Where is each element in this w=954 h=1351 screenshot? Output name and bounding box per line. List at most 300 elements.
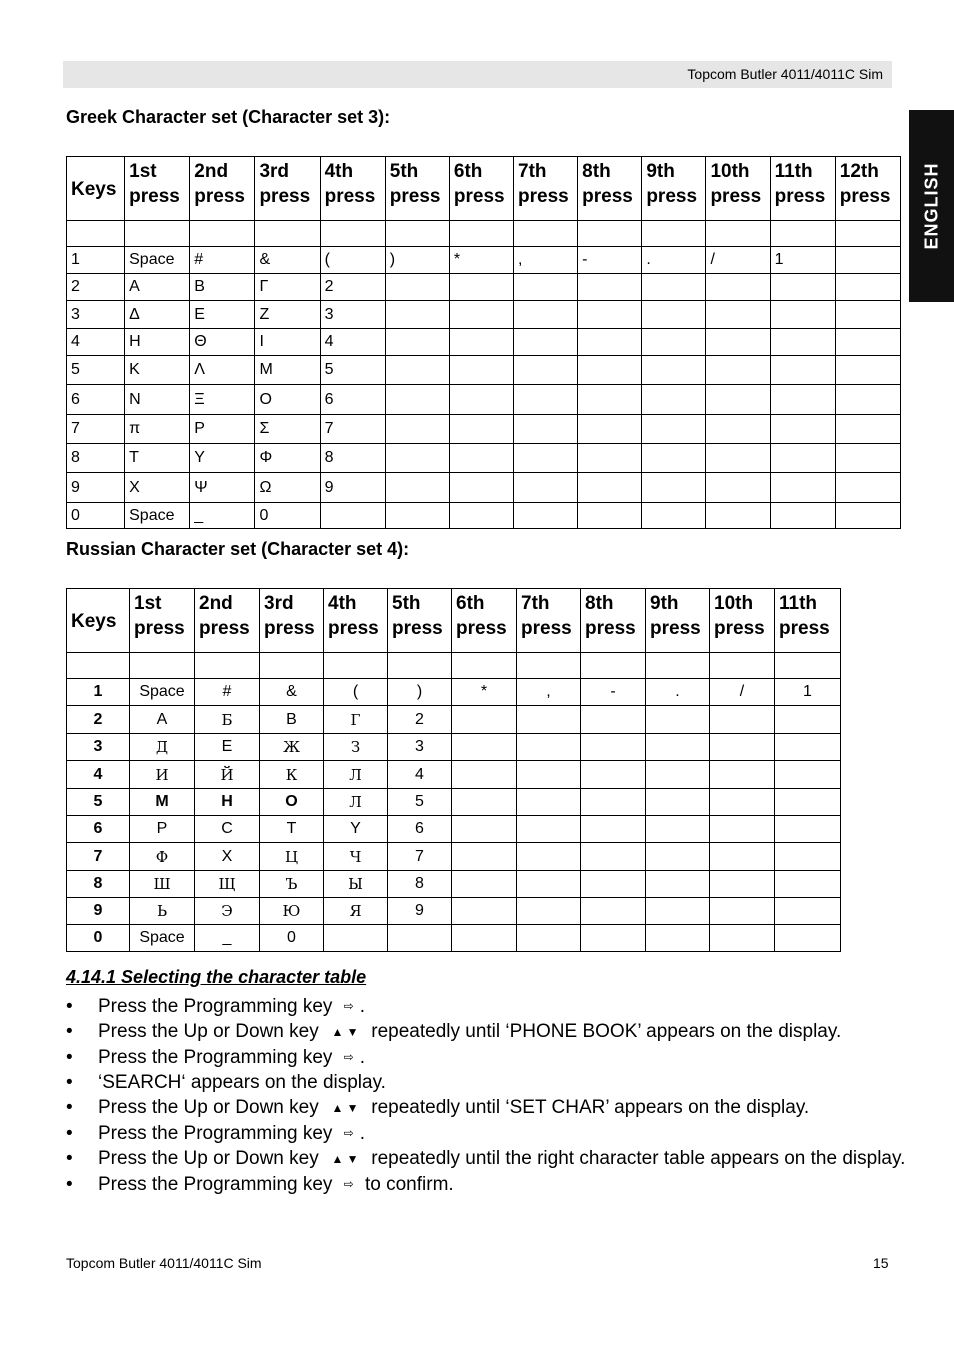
table-cell [706, 301, 770, 329]
table-cell [125, 221, 190, 247]
table-cell [388, 925, 452, 952]
table-cell: Я [324, 898, 388, 925]
column-header: 4th press [320, 157, 385, 221]
table-cell: ( [324, 679, 388, 706]
table-row [67, 247, 901, 274]
table-cell [514, 385, 578, 415]
table-cell: 1 [775, 679, 841, 706]
step-text: . [359, 1122, 365, 1144]
table-cell [514, 221, 578, 247]
table-cell [775, 653, 841, 679]
table-cell [775, 761, 841, 789]
table-cell [835, 503, 900, 529]
table-cell [452, 761, 517, 789]
table-cell [710, 816, 775, 843]
table-cell: Σ [255, 415, 320, 444]
table-cell [385, 221, 449, 247]
table-cell [449, 503, 513, 529]
table-cell: Х [195, 843, 260, 871]
table-cell [517, 871, 581, 898]
table-cell [646, 898, 710, 925]
table-row [67, 503, 901, 529]
table-cell [449, 301, 513, 329]
table-cell [452, 871, 517, 898]
table-cell [835, 356, 900, 385]
table-cell [581, 816, 646, 843]
table-cell [770, 329, 835, 356]
table-cell: Н [195, 789, 260, 816]
table-cell: 4 [320, 329, 385, 356]
page-number: 15 [873, 1255, 889, 1271]
table-cell [706, 415, 770, 444]
header-title: Topcom Butler 4011/4011C Sim [687, 66, 883, 82]
table-row [67, 385, 901, 415]
table-cell [195, 653, 260, 679]
table-cell [452, 898, 517, 925]
table-cell [706, 473, 770, 503]
table-cell [706, 444, 770, 473]
column-header: 8th press [578, 157, 642, 221]
table-cell [581, 898, 646, 925]
table-cell [706, 329, 770, 356]
key-cell: 6 [67, 816, 130, 843]
table-cell: Й [195, 761, 260, 789]
table-cell: И [130, 761, 195, 789]
table-cell: Space [125, 503, 190, 529]
column-header: 3rd press [255, 157, 320, 221]
table-cell [517, 706, 581, 734]
column-header: 11th press [775, 589, 841, 653]
table-cell: Ν [125, 385, 190, 415]
table-cell: С [195, 816, 260, 843]
table-cell: / [710, 679, 775, 706]
table-cell: Ю [260, 898, 324, 925]
table-cell [775, 843, 841, 871]
table-cell: Ф [130, 843, 195, 871]
table-cell [517, 789, 581, 816]
key-cell: 3 [67, 301, 125, 329]
table-cell [255, 221, 320, 247]
step-text: repeatedly until ‘SET CHAR’ appears on the display. [371, 1097, 810, 1119]
table-cell: Ο [255, 385, 320, 415]
table-cell [324, 653, 388, 679]
table-cell: Δ [125, 301, 190, 329]
table-cell [646, 843, 710, 871]
table-cell [835, 247, 900, 274]
instruction-step [66, 1095, 906, 1120]
table-cell [642, 503, 706, 529]
step-text: Press the Programming key [98, 1173, 333, 1195]
column-header: 9th press [646, 589, 710, 653]
table-cell [775, 706, 841, 734]
table-cell: ( [320, 247, 385, 274]
table-cell: М [130, 789, 195, 816]
table-cell [449, 221, 513, 247]
table-cell: 8 [388, 871, 452, 898]
instruction-step [66, 1019, 906, 1044]
table-cell [517, 898, 581, 925]
instruction-step [66, 1121, 906, 1146]
russian-character-table [66, 588, 841, 952]
table-cell [770, 415, 835, 444]
step-text: to confirm. [364, 1173, 454, 1195]
table-cell [320, 221, 385, 247]
column-header: 4th press [324, 589, 388, 653]
table-cell: Υ [190, 444, 255, 473]
table-cell: Η [125, 329, 190, 356]
table-cell [578, 301, 642, 329]
table-cell: Ь [130, 898, 195, 925]
table-cell: Ψ [190, 473, 255, 503]
key-cell: 8 [67, 871, 130, 898]
table-cell [581, 653, 646, 679]
key-cell: 5 [67, 789, 130, 816]
table-cell: Ε [190, 301, 255, 329]
table-cell [578, 385, 642, 415]
table-cell: Space [125, 247, 190, 274]
instruction-step [66, 1146, 906, 1171]
column-header: 9th press [642, 157, 706, 221]
table-cell: , [517, 679, 581, 706]
column-header: Keys [67, 589, 130, 653]
table-cell [385, 356, 449, 385]
table-cell: 7 [388, 843, 452, 871]
table-cell [710, 871, 775, 898]
table-row [67, 329, 901, 356]
table-cell [517, 843, 581, 871]
key-cell: 7 [67, 843, 130, 871]
table-row [67, 734, 841, 761]
table-row [67, 898, 841, 925]
table-cell: Κ [125, 356, 190, 385]
table-cell: / [706, 247, 770, 274]
step-text: Press the Up or Down key [98, 1021, 319, 1043]
instruction-list [66, 994, 906, 1197]
table-cell [646, 871, 710, 898]
table-cell: 3 [320, 301, 385, 329]
table-cell [775, 734, 841, 761]
column-header: 3rd press [260, 589, 324, 653]
table-cell: Θ [190, 329, 255, 356]
table-cell [642, 356, 706, 385]
table-row [67, 415, 901, 444]
table-cell: Ζ [255, 301, 320, 329]
table-cell [706, 221, 770, 247]
table-cell: Space [130, 925, 195, 952]
step-text: Press the Programming key [98, 1046, 333, 1068]
step-text: repeatedly until ‘PHONE BOOK’ appears on the display. [371, 1021, 842, 1043]
blank-row [67, 653, 841, 679]
table-cell [710, 761, 775, 789]
table-cell: ) [388, 679, 452, 706]
table-cell: 2 [320, 274, 385, 301]
table-cell [710, 653, 775, 679]
table-cell [646, 761, 710, 789]
table-cell [775, 816, 841, 843]
table-cell [775, 925, 841, 952]
table-cell: 9 [388, 898, 452, 925]
table-cell: Y [324, 816, 388, 843]
key-cell: 1 [67, 247, 125, 274]
table-cell: Ч [324, 843, 388, 871]
table-cell [517, 653, 581, 679]
table-cell: Б [195, 706, 260, 734]
step-text: Press the Up or Down key [98, 1097, 319, 1119]
table-cell [449, 444, 513, 473]
table-cell: 1 [770, 247, 835, 274]
table-cell: А [130, 706, 195, 734]
table-row [67, 871, 841, 898]
table-cell: Μ [255, 356, 320, 385]
table-cell: Ъ [260, 871, 324, 898]
column-header: 11th press [770, 157, 835, 221]
column-header: 10th press [710, 589, 775, 653]
key-cell: 2 [67, 274, 125, 301]
section-heading: 4.14.1 Selecting the character table [66, 967, 367, 987]
table-cell: 4 [388, 761, 452, 789]
table-cell [642, 415, 706, 444]
table-cell: Ц [260, 843, 324, 871]
greek-table-title: Greek Character set (Character set 3): [66, 107, 391, 127]
table-cell: , [514, 247, 578, 274]
table-cell [642, 221, 706, 247]
table-cell [449, 415, 513, 444]
table-cell: Β [190, 274, 255, 301]
table-cell: & [255, 247, 320, 274]
key-cell: 7 [67, 415, 125, 444]
table-row [67, 679, 841, 706]
table-cell: _ [190, 503, 255, 529]
up-down-arrows-icon: ▲ ▼ [331, 1100, 359, 1115]
programming-key-icon: ⇨ [343, 1177, 354, 1192]
table-cell: - [581, 679, 646, 706]
table-cell: Α [125, 274, 190, 301]
key-cell: 9 [67, 473, 125, 503]
step-text: Press the Programming key [98, 996, 333, 1017]
table-cell [517, 734, 581, 761]
table-cell [449, 385, 513, 415]
table-cell: Р [130, 816, 195, 843]
table-row [67, 816, 841, 843]
programming-key-icon: ⇨ [343, 1126, 354, 1141]
table-cell [320, 503, 385, 529]
programming-key-icon: ⇨ [343, 1050, 354, 1065]
language-tab [909, 110, 954, 302]
table-cell [581, 871, 646, 898]
column-header: Keys [67, 157, 125, 221]
key-cell: 0 [67, 503, 125, 529]
table-cell [514, 444, 578, 473]
table-cell [770, 473, 835, 503]
table-cell [514, 274, 578, 301]
key-cell: 2 [67, 706, 130, 734]
table-row [67, 843, 841, 871]
key-cell: 8 [67, 444, 125, 473]
table-cell: Space [130, 679, 195, 706]
table-cell [578, 221, 642, 247]
table-cell [452, 843, 517, 871]
table-cell [706, 356, 770, 385]
table-cell [581, 925, 646, 952]
table-cell: 3 [388, 734, 452, 761]
table-cell [452, 734, 517, 761]
table-cell [385, 301, 449, 329]
table-cell: . [646, 679, 710, 706]
table-cell [449, 356, 513, 385]
table-cell [578, 415, 642, 444]
table-cell [190, 221, 255, 247]
table-cell: 5 [388, 789, 452, 816]
table-cell [835, 274, 900, 301]
russian-table-title: Russian Character set (Character set 4): [66, 539, 410, 559]
table-cell [646, 653, 710, 679]
table-cell: Д [130, 734, 195, 761]
table-cell: # [190, 247, 255, 274]
table-cell [385, 415, 449, 444]
table-cell: 7 [320, 415, 385, 444]
table-cell: 6 [388, 816, 452, 843]
table-cell: 2 [388, 706, 452, 734]
table-cell [388, 653, 452, 679]
column-header: 6th press [449, 157, 513, 221]
table-cell [514, 473, 578, 503]
table-cell [642, 444, 706, 473]
table-cell [385, 385, 449, 415]
table-cell [385, 274, 449, 301]
instruction-step [66, 994, 906, 1019]
table-cell: Ж [260, 734, 324, 761]
table-cell: Ρ [190, 415, 255, 444]
step-text: . [359, 996, 365, 1017]
table-cell [835, 329, 900, 356]
table-cell [449, 274, 513, 301]
step-text: ‘SEARCH‘ appears on the display. [98, 1072, 386, 1094]
column-header: 5th press [388, 589, 452, 653]
step-text: repeatedly until the right character table appears on the display. [371, 1148, 906, 1170]
table-row [67, 444, 901, 473]
key-cell: 4 [67, 329, 125, 356]
table-cell [835, 301, 900, 329]
table-cell [710, 898, 775, 925]
table-cell: Γ [255, 274, 320, 301]
table-cell [642, 274, 706, 301]
key-cell: 3 [67, 734, 130, 761]
table-cell: 9 [320, 473, 385, 503]
footer-title: Topcom Butler 4011/4011C Sim [66, 1255, 262, 1271]
table-cell: З [324, 734, 388, 761]
table-cell [706, 503, 770, 529]
table-cell [770, 356, 835, 385]
table-row [67, 473, 901, 503]
step-text: Press the Programming key [98, 1122, 333, 1144]
table-cell [514, 356, 578, 385]
table-cell [517, 925, 581, 952]
table-row [67, 274, 901, 301]
table-cell [581, 706, 646, 734]
step-text: . [359, 1046, 365, 1068]
table-cell: * [452, 679, 517, 706]
table-cell [517, 761, 581, 789]
table-cell [514, 301, 578, 329]
table-cell [452, 706, 517, 734]
table-cell: Ω [255, 473, 320, 503]
table-cell: Φ [255, 444, 320, 473]
header-bar [63, 61, 892, 88]
table-cell: 0 [255, 503, 320, 529]
table-cell [260, 653, 324, 679]
table-row [67, 789, 841, 816]
table-cell [581, 734, 646, 761]
table-cell: Ш [130, 871, 195, 898]
key-cell: 0 [67, 925, 130, 952]
column-header: 5th press [385, 157, 449, 221]
table-cell [646, 734, 710, 761]
table-cell [770, 444, 835, 473]
blank-row [67, 221, 901, 247]
step-text: Press the Up or Down key [98, 1148, 319, 1170]
table-row [67, 706, 841, 734]
table-cell [835, 385, 900, 415]
table-cell: # [195, 679, 260, 706]
column-header: 10th press [706, 157, 770, 221]
table-cell [130, 653, 195, 679]
column-header: 7th press [517, 589, 581, 653]
column-header: 12th press [835, 157, 900, 221]
table-cell: 8 [320, 444, 385, 473]
table-cell [452, 789, 517, 816]
table-cell [646, 925, 710, 952]
table-cell: Ι [255, 329, 320, 356]
table-cell [775, 898, 841, 925]
table-cell: ) [385, 247, 449, 274]
table-cell: . [642, 247, 706, 274]
table-cell [706, 274, 770, 301]
table-cell [578, 329, 642, 356]
table-cell: Л [324, 761, 388, 789]
table-cell [385, 444, 449, 473]
table-cell [385, 329, 449, 356]
up-down-arrows-icon: ▲ ▼ [331, 1024, 359, 1039]
table-cell: 5 [320, 356, 385, 385]
column-header: 1st press [130, 589, 195, 653]
table-cell [642, 329, 706, 356]
language-tab-label: ENGLISH [921, 162, 941, 250]
table-cell [642, 385, 706, 415]
key-cell: 6 [67, 385, 125, 415]
column-header: 2nd press [190, 157, 255, 221]
table-cell [581, 789, 646, 816]
table-cell [581, 843, 646, 871]
instruction-step [66, 1070, 906, 1095]
column-header: 8th press [581, 589, 646, 653]
table-cell: В [260, 706, 324, 734]
table-cell [514, 415, 578, 444]
table-row [67, 761, 841, 789]
table-cell [449, 473, 513, 503]
table-cell [646, 706, 710, 734]
table-cell [517, 816, 581, 843]
table-cell: Т [260, 816, 324, 843]
table-cell [835, 221, 900, 247]
up-down-arrows-icon: ▲ ▼ [331, 1151, 359, 1166]
table-cell: - [578, 247, 642, 274]
table-cell: * [449, 247, 513, 274]
table-cell [642, 473, 706, 503]
table-cell [646, 789, 710, 816]
table-cell [581, 761, 646, 789]
table-cell [710, 706, 775, 734]
table-cell: _ [195, 925, 260, 952]
